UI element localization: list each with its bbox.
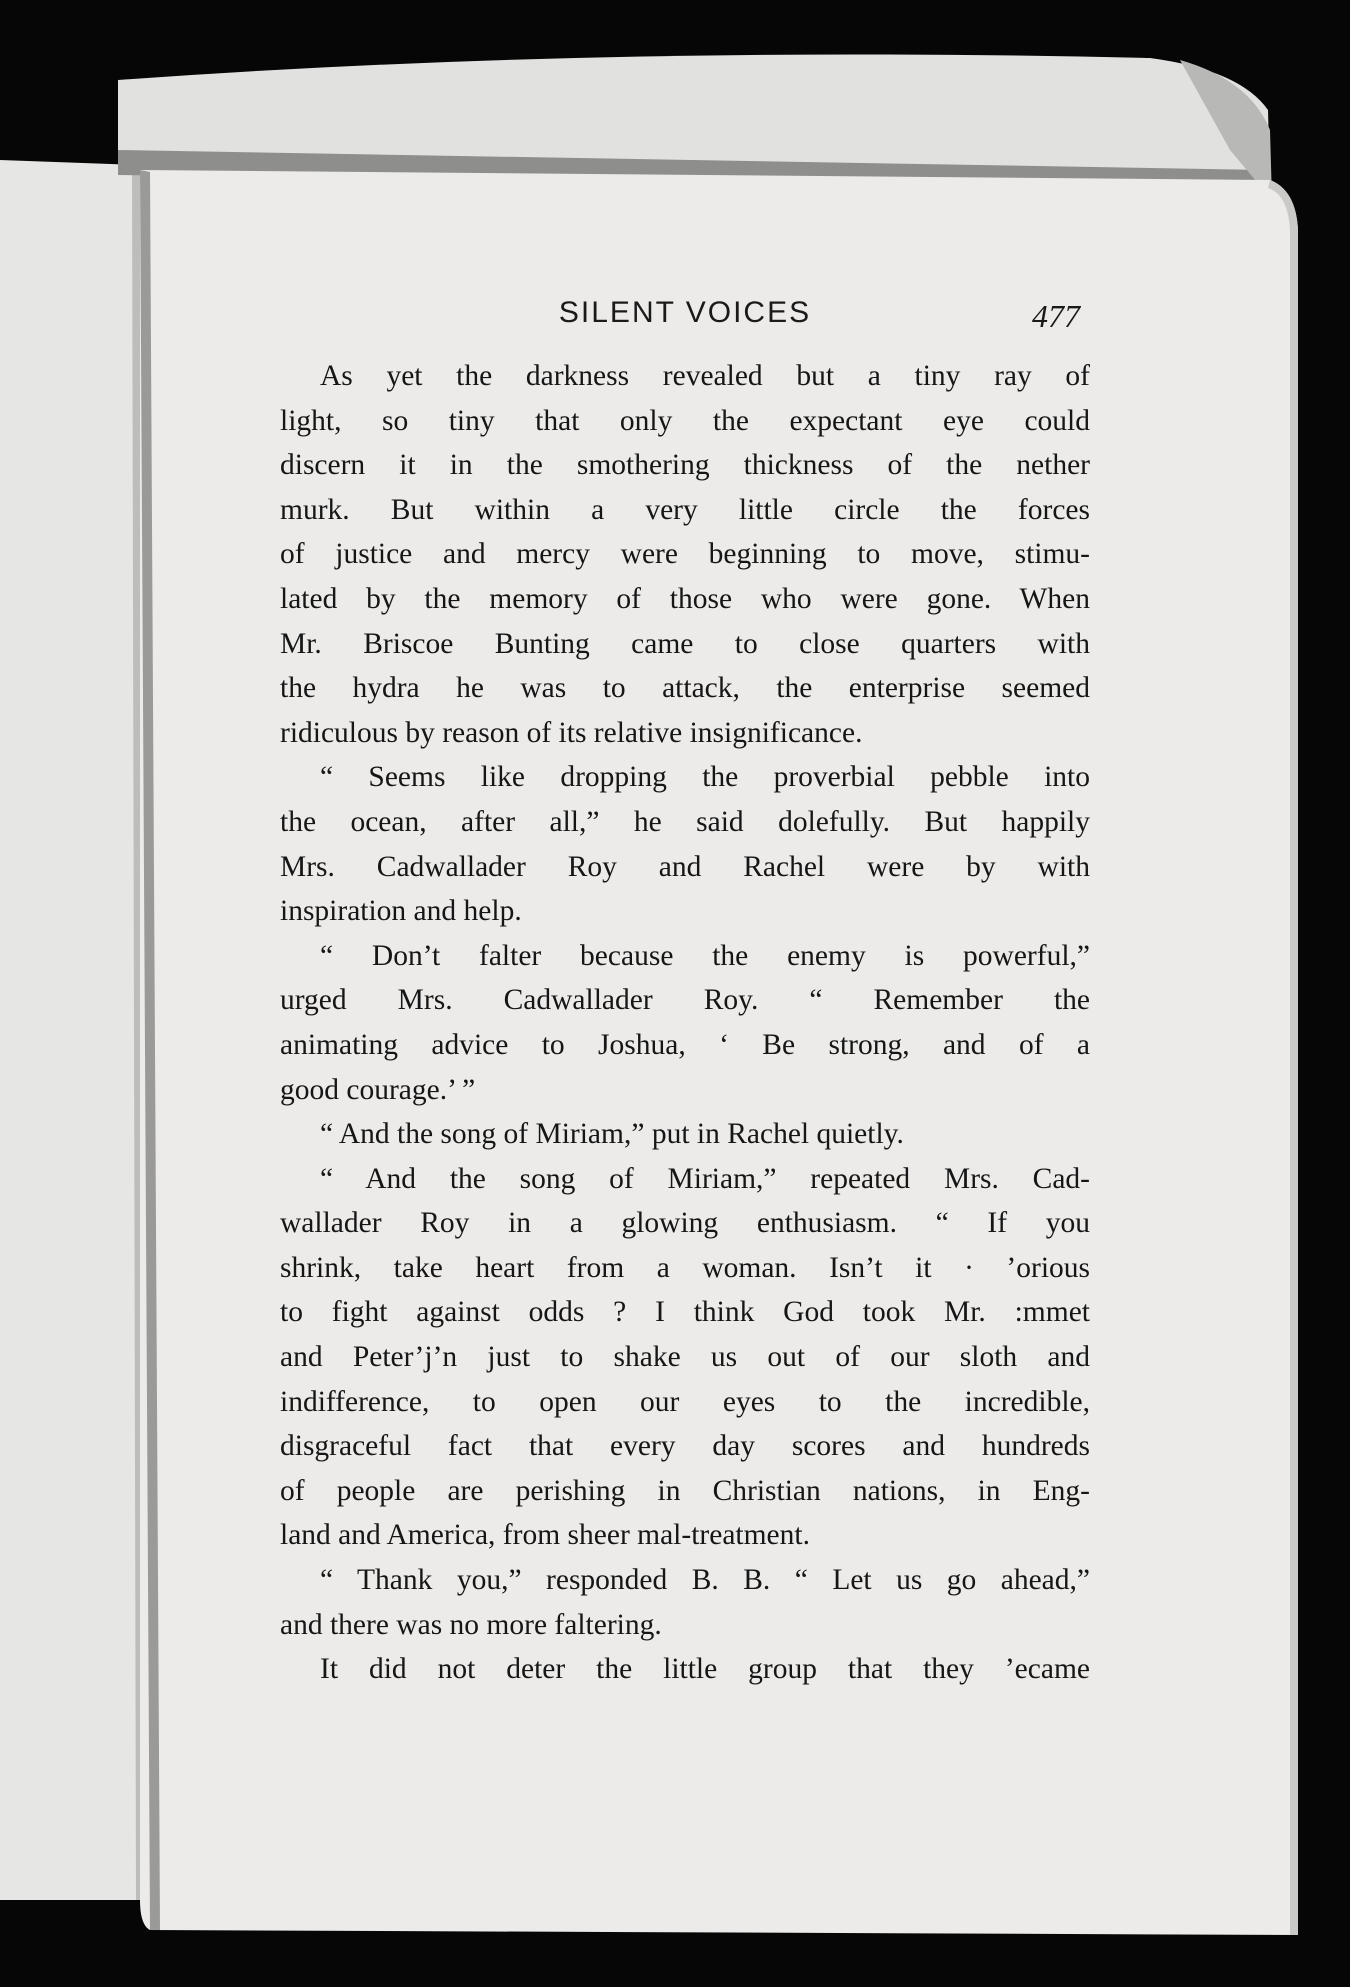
text-line: land and America, from sheer mal-treatment. bbox=[280, 1519, 810, 1552]
text-line: “ Seems like dropping the proverbial pebble into bbox=[320, 761, 1090, 794]
text-line: animating advice to Joshua, ‘ Be strong, and of a bbox=[280, 1028, 1090, 1061]
text-line: good courage.’ ” bbox=[280, 1073, 476, 1106]
text-line: of people are perishing in Christian nations, in Eng- bbox=[280, 1474, 1090, 1507]
text-line: “ Don’t falter because the enemy is powerful,” bbox=[320, 939, 1090, 972]
text-line: to fight against odds ? I think God took Mr. :mmet bbox=[280, 1296, 1090, 1329]
text-line: “ And the song of Miriam,” repeated Mrs. Cad- bbox=[320, 1162, 1090, 1195]
text-line: Mr. Briscoe Bunting came to close quarters with bbox=[280, 627, 1090, 660]
text-line: indifference, to open our eyes to the incredible, bbox=[280, 1385, 1090, 1418]
text-line: urged Mrs. Cadwallader Roy. “ Remember the bbox=[280, 984, 1090, 1017]
text-line: Mrs. Cadwallader Roy and Rachel were by with bbox=[280, 850, 1090, 883]
text-line: murk. But within a very little circle the forces bbox=[280, 493, 1090, 526]
text-line: inspiration and help. bbox=[280, 895, 522, 928]
text-line: “ And the song of Miriam,” put in Rachel quietly. bbox=[320, 1118, 904, 1151]
text-line: ridiculous by reason of its relative insignificance. bbox=[280, 716, 863, 749]
text-line: and Peter’j’n just to shake us out of our sloth and bbox=[280, 1341, 1090, 1374]
text-line: and there was no more faltering. bbox=[280, 1608, 662, 1641]
text-line: discern it in the smothering thickness of the nether bbox=[280, 449, 1090, 482]
body-text bbox=[280, 354, 1090, 1692]
running-head bbox=[280, 290, 1090, 340]
text-line: the hydra he was to attack, the enterprise seemed bbox=[280, 672, 1090, 705]
text-line: lated by the memory of those who were gone. When bbox=[280, 582, 1090, 615]
page-number: 477 bbox=[1032, 298, 1080, 334]
text-line: wallader Roy in a glowing enthusiasm. “ If you bbox=[280, 1207, 1090, 1240]
text-line: shrink, take heart from a woman. Isn’t it · ’orious bbox=[280, 1251, 1090, 1284]
left-page-edge bbox=[0, 160, 150, 1900]
text-line: disgraceful fact that every day scores and hundreds bbox=[280, 1430, 1090, 1463]
text-line: As yet the darkness revealed but a tiny ray of bbox=[320, 360, 1090, 392]
text-line: It did not deter the little group that they ’ecame bbox=[320, 1653, 1090, 1686]
running-title: SILENT VOICES bbox=[558, 296, 812, 329]
page-text-area bbox=[280, 290, 1090, 1692]
text-line: light, so tiny that only the expectant eye could bbox=[280, 404, 1090, 437]
text-line: of justice and mercy were beginning to move, stimu- bbox=[280, 538, 1090, 571]
text-line: the ocean, after all,” he said dolefully. But happily bbox=[280, 805, 1090, 838]
text-line: “ Thank you,” responded B. B. “ Let us go ahead,” bbox=[320, 1564, 1090, 1597]
